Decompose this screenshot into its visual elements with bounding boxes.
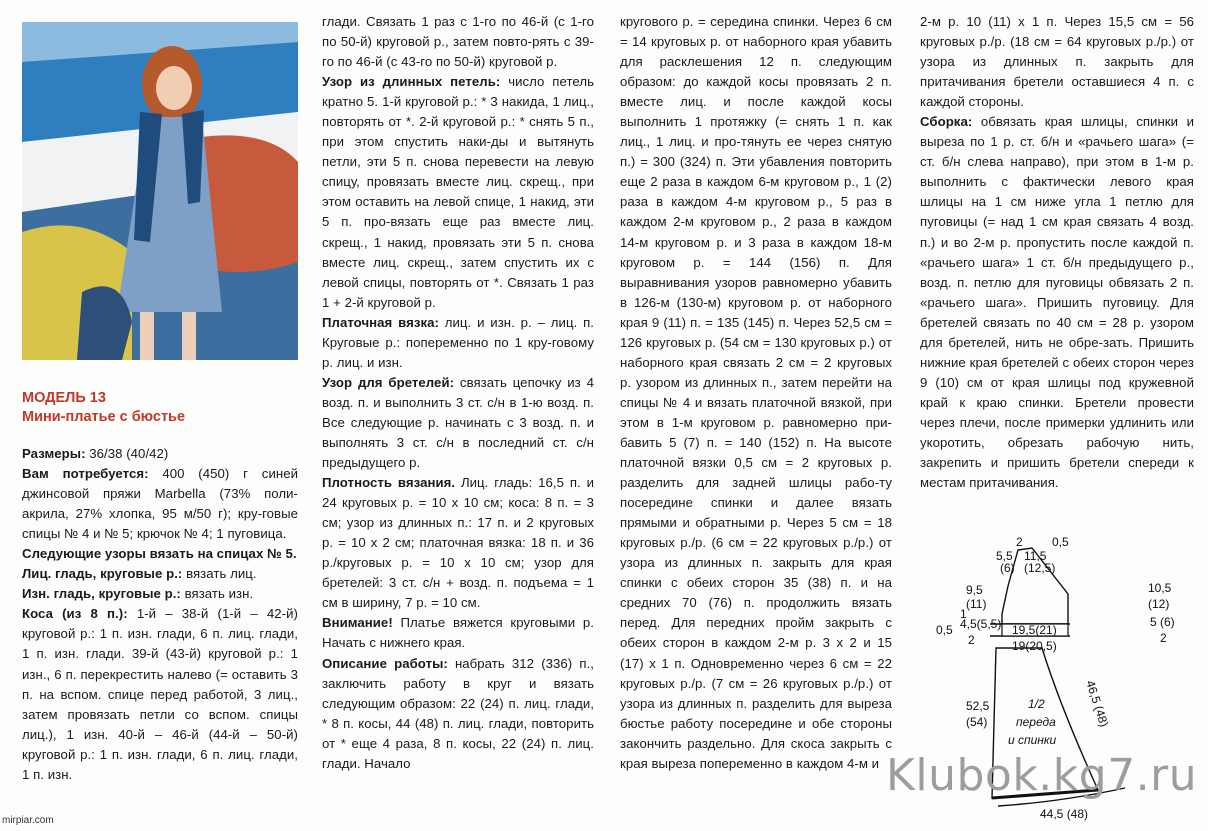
source-mark: mirpiar.com: [2, 815, 54, 826]
strap-pattern-text: связать цепочку из 4 возд. п. и выполнить 3 ст. с/н в 1-ю возд. п. Все следующие р. начинать с 3 возд. п. и выполнять 3 ст. с/н в последний ст. с/н предыдущего р.: [322, 374, 595, 471]
reverse-text: вязать изн.: [184, 586, 254, 602]
cable-label: Коса (из 8 п.):: [22, 606, 128, 622]
stockinette-label: Лиц. гладь, круговые р.:: [22, 566, 183, 582]
site-watermark: Klubok.kg7.ru: [886, 750, 1198, 801]
column-3: [620, 12, 892, 774]
dim-one: 1: [960, 607, 967, 621]
model-subtitle: Мини-платье с бюстье: [22, 409, 186, 425]
sizes-label: Размеры:: [22, 446, 86, 461]
dim-12: (12): [1148, 597, 1170, 611]
dim-115: 11,5: [1024, 549, 1047, 563]
reverse-paragraph: [22, 584, 298, 604]
dim-105: 10,5: [1148, 581, 1172, 595]
column-2: [322, 12, 594, 774]
assembly-paragraph: [920, 112, 1194, 493]
strap-pattern-label: Узор для бретелей:: [322, 374, 455, 390]
piece-front: переда: [1016, 715, 1056, 729]
sizes-paragraph: [22, 444, 298, 464]
cable-paragraph: [22, 604, 298, 784]
stockinette-paragraph: [22, 564, 298, 584]
dim-54: (54): [966, 715, 988, 729]
dim-95: 9,5: [966, 583, 983, 597]
dim-11: (11): [966, 597, 987, 611]
garter-text: лиц. и изн. р. – лиц. п. Круговые р.: попеременно по 1 кру-говому р. лиц. и изн.: [322, 314, 595, 370]
garter-label: Платочная вязка:: [322, 314, 439, 330]
long-loops-text: число петель кратно 5. 1-й круговой р.: * 3 накида, 1 лиц., повторять от *. 2-й круговой р.: * снять 5 п., при этом спустить наки-ды и вытянуть петли, эти 5 п. снова перевести на левую спицу, провязать вместе лиц. скрещ., при этом оставить на левой спице, 1 накид, эти 5 п. про-вязать еще раз вместе лиц. скрещ., 1 накид, провязать эти 5 п. снова вместе лиц. скрещ., затем спустить их с левой спицы, повторять от *. Связать 1 раз 1 + 2-й круговой р.: [322, 74, 594, 310]
dim-195: 19,5(21): [1012, 623, 1057, 637]
long-loops-label: Узор из длинных петель:: [322, 74, 501, 90]
description-end: 2-м р. 10 (11) x 1 п. Через 15,5 см = 56 круговых р./р. (18 см = 64 круговых р./р.) от узора из длинных п. закрыть для притачивания бретели оставшиеся 4 п. с каждой стороны.: [920, 14, 1194, 110]
long-loops-paragraph: [322, 72, 594, 313]
materials-text: 400 (450) г синей джинсовой пряжи Marbella (73% поли-акрила, 27% хлопка, 95 м/50 г); кру-говые спицы № 4 и № 5; крючок № 4; 1 пуговица.: [22, 466, 298, 542]
gauge-label: Плотность вязания.: [322, 475, 456, 491]
photo-illustration: [22, 22, 298, 360]
assembly-text: обвязать края шлицы, спинки и выреза по 1 р. ст. б/н и «рачьего шага» (= ст. б/н слева направо), при этом в 1-м р. выполнить с фактически левого края шлицы на 1 см ниже угла 1 петлю для пуговицы (= над 1 см края связать 4 возд. п.) и во 2-м р. пропустить после каждой п. «рачьего шага» 1 ст. б/н предыдущего р., возд. п. петлю для пуговицы обвязать 2 п. «рачьего шага». Пришить пуговицу. Для бретелей связать по 40 см = 28 р. узором для бретелей, нить не обре-зать. Пришить нижние края бретелей с обеих сторон через 9 (10) см от края шлицы под кружевной край к краю спинки. Бретели провести через плечи, после примерки удлинить или укоротить, обрезать рабочую нить, закрепить и пришить бретели спереди к местам притачивания.: [920, 114, 1195, 491]
strap-pattern-paragraph: [322, 373, 594, 473]
description-continuation: кругового р. = середина спинки. Через 6 см = 14 круговых р. от наборного края убавить для расклешения 12 п. следующим образом: до каждой косы провязать 2 п. вместе лиц. и после каждой косы выполнить 1 протяжку (= снять 1 п. как лиц., 1 лиц. и про-тянуть ее через снятую п.) = 300 (324) п. Эти убавления повторить еще 2 раза в каждом 6-м круговом р., 1 (2) раза в каждом 4-м круговом р., 5 раз в каждом 2-м круговом р., 2 раза в каждом 14-м круговом р. и 3 раза в каждом 18-м круговом р. = 144 (156) п. Для выравнивания узоров равномерно убавить в 126-м (130-м) круговом р. от наборного края 9 (11) п. = 135 (145) п. Через 52,5 см = 126 круговых р. (54 см = 130 круговых р.) от наборного края связать 2 см = 2 круговых р. узором из длинных п., затем перейти на спицы № 4 и вязать платочной вязкой, при этом в 1-м круговом р. равномерно при-бавить 5 (7) п. = 140 (152) п. На высоте платочной вязки 0,5 см = 2 круговых р. разделить для задней шлицы рабо-ту посередине спинки и далее вязать прямыми и обратными р. Через 5 см = 18 круговых р./р. (6 см = 22 круговых р./р.) от узора из длинных п. закрыть для края спинки с обеих сторон 35 (38) п. и на средних 70 (76) п. продолжить вязать перед. Для передних пройм закрыть с обеих сторон в каждом 2-м р. 3 x 2 и 15 (17) x 1 п. Одновременно через 6 см = 22 круговых р./р. (7 см = 26 круговых р./р.) от узора из длинных п. разделить для выреза бюстье работу посередине и обе стороны закончить раздельно. Для скоса закрыть с края выреза попеременно в каждом 4-м и: [620, 14, 892, 771]
description-text: набрать 312 (336) п., заключить работу в круг и вязать следующим образом: 22 (24) п. лиц. глади, * 8 п. косы, 44 (48) п. лиц. глади, повторить от * еще 4 раза, 8 п. косы, 22 (24) п. лиц. глади. Начало: [322, 655, 594, 771]
materials-paragraph: [22, 464, 298, 544]
dim-525: 52,5: [966, 699, 990, 713]
dim-6: (6): [1000, 561, 1015, 575]
model-photo: [22, 22, 298, 360]
gauge-paragraph: [322, 473, 594, 613]
reverse-label: Изн. гладь, круговые р.:: [22, 586, 181, 602]
materials-label: Вам потребуется:: [22, 466, 149, 482]
attention-label: Внимание!: [322, 615, 393, 631]
column-1: [22, 444, 298, 785]
patterns-heading: Следующие узоры вязать на спицах № 5.: [22, 546, 297, 562]
piece-back: и спинки: [1008, 733, 1057, 747]
sizes-text: 36/38 (40/42): [89, 446, 169, 461]
dim-55: 5,5: [996, 549, 1013, 563]
assembly-label: Сборка:: [920, 114, 973, 130]
piece-half: 1/2: [1028, 697, 1045, 711]
column-4: [920, 12, 1194, 493]
dim-top-05: 0,5: [1052, 536, 1069, 549]
dim-465: 46,5 (48): [1083, 678, 1112, 729]
dim-two-r: 2: [1160, 631, 1167, 645]
cable-text: 1-й – 38-й (1-й – 42-й) круговой р.: 1 п. изн. глади, 6 п. лиц. глади, 1 п. изн. глади. 39-й (43-й) круговой р.: 1 изн., 6 п. перекрестить налево (= оставить 3 п. на вспом. спице перед работой, 3 лиц., затем провязать петли со вспом. спицы лиц.), 1 изн. 40-й – 46-й (44-й – 50-й) круговой р.: 1 п. изн. глади, 6 п. лиц. глади, 1 п. изн.: [22, 606, 298, 782]
attention-paragraph: [322, 613, 594, 653]
dim-445: 44,5 (48): [1040, 807, 1089, 821]
dim-top: 2: [1016, 536, 1023, 549]
dim-45: 4,5(5,5): [960, 617, 1002, 631]
description-paragraph: [322, 654, 594, 774]
dim-56: 5 (6): [1150, 615, 1175, 629]
attention-text: Платье вяжется круговыми р. Начать с нижнего края.: [322, 615, 595, 651]
model-number: МОДЕЛЬ 13: [22, 390, 106, 406]
garter-paragraph: [322, 313, 594, 373]
dim-two: 2: [968, 633, 975, 647]
description-label: Описание работы:: [322, 655, 448, 671]
gauge-text: Лиц. гладь: 16,5 п. и 24 круговых р. = 10 x 10 см; коса: 8 п. = 3 см; узор из длинных п.: 17 п. и 2 круговых р. = 10 x 2 см; платочная вязка: 18 п. и 36 р./круговых р. = 10 x 10 см; узор для бретелей: 3 ст. с/н + возд. п. подъема = 1 см в ширину, 7 р. = 10 см.: [322, 475, 595, 611]
model-heading: [22, 389, 298, 427]
dim-05: 0,5: [936, 623, 953, 637]
cable-continuation: глади. Связать 1 раз с 1-го по 46-й (с 1-го по 50-й) круговой р., затем повто-рять с 39-го по 46-й (с 43-го по 50-й) круговой р.: [322, 14, 594, 70]
dim-125: (12,5): [1024, 561, 1056, 575]
dim-19: 19(20,5): [1012, 639, 1057, 653]
stockinette-text: вязать лиц.: [186, 566, 257, 582]
